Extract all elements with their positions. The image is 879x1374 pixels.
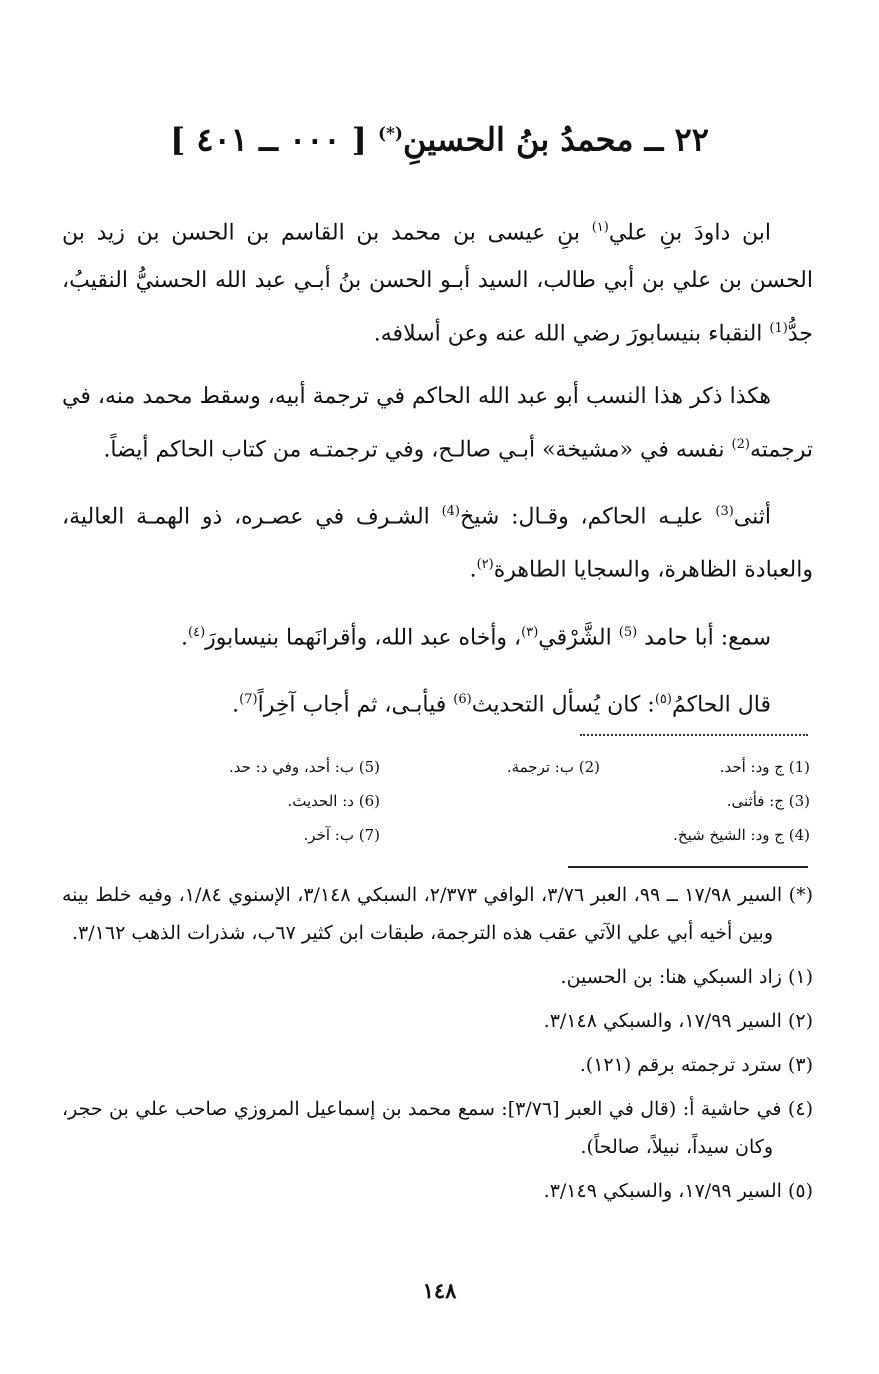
footnote-1: (١) زاد السبكي هنا: بن الحسين. <box>560 966 813 988</box>
note-ref: (٢) <box>476 557 494 573</box>
text-run: ، وأخاه عبد الله، وأقرانَهما بنيسابورَ <box>205 624 522 650</box>
text-run: عليـه الحاكم، وقـال: شيخ <box>460 504 716 530</box>
paragraph-teachers <box>62 609 813 662</box>
note-ref: (١) <box>591 220 609 235</box>
variant-note <box>380 820 600 850</box>
text-run: النقباء بنيسابورَ رضي الله عنه وعن أسلافه. <box>373 321 770 347</box>
note-ref: (1) <box>769 321 788 337</box>
note-ref: (5) <box>618 624 638 640</box>
entry-title <box>60 112 819 162</box>
text-run: نفسه في «مشيخة» أبـي صالـح، وفي ترجمتـه من كتاب الحاكم أيضاً. <box>103 436 732 462</box>
paragraph-source <box>62 373 813 474</box>
page-number: ١٤٨ <box>422 1278 457 1303</box>
text-run: . <box>181 624 189 650</box>
text-run: فيأبـى، ثم أجاب آخِراً <box>257 692 454 718</box>
footnote-3: (٣) سترد ترجمته برقم (١٢١). <box>579 1054 813 1076</box>
variant-note: (5) ب: أحد، وفي د: حد. <box>229 758 380 776</box>
footnote-4: (٤) في حاشية أ: (قال في العبر [٣/٧٦]: سمع محمد بن إسماعيل المروزي صاحب علي بن حجر، وكان سيداً، نبيلاً، صالحاً). <box>62 1098 813 1158</box>
text-run: قال الحاكمُ <box>671 692 771 718</box>
entry-dates: [ ٠٠٠ ــ ٤٠١ ] <box>170 120 367 159</box>
variant-note: (4) ج ود: الشيخ شيخ. <box>673 826 810 844</box>
footnote-star: (*) السير ١٧/٩٨ ــ ٩٩، العبر ٣/٧٦، الوافي ٢/٣٧٣، السبكي ٣/١٤٨، الإسنوي ١/٨٤، وفيه خلط بينه وبين أخيه أبي علي الآتي عقب هذه الترجمة، طبقات ابن كثير ٦٧ب، شذرات الذهب ٣/١٦٢. <box>62 884 813 944</box>
variant-note: (6) د: الحديث. <box>287 792 380 810</box>
note-ref: (4) <box>441 503 460 519</box>
text-run: . <box>469 557 477 583</box>
text-run: : كان يُسأل التحديث <box>471 692 655 718</box>
entry-body <box>62 204 813 743</box>
variant-note: (2) ب: ترجمة. <box>506 758 600 776</box>
paragraph-quote <box>62 676 813 729</box>
text-run: بنِ عيسى بن محمد بن القاسم بن الحسن بن زيد بن الحسن بن علي بن أبي طالب، السيد أبـو الحسن بنُ أبـي عبد الله الحسنيُّ النقيبُ، جدُّ <box>62 220 813 347</box>
note-ref: (٤) <box>188 624 206 640</box>
text-run: . <box>232 692 240 718</box>
star-note-ref: (*) <box>377 124 403 144</box>
dotted-divider <box>580 734 808 736</box>
note-ref: (6) <box>453 691 472 707</box>
paragraph-lineage <box>62 204 813 359</box>
title-dash: ــ <box>644 120 664 159</box>
note-ref: (3) <box>715 503 734 519</box>
note-ref: (2) <box>731 436 750 452</box>
footnote-divider <box>568 866 808 868</box>
variant-note: (1) ج ود: أحد. <box>719 758 810 776</box>
text-run: الشَّرْقي <box>538 624 619 650</box>
text-run: سمع: أبا حامد <box>637 624 771 650</box>
variant-note: (7) ب: آخر. <box>303 826 380 844</box>
manuscript-variants <box>180 752 810 850</box>
note-ref: (7) <box>239 691 258 707</box>
text-run: أثنى <box>733 504 772 530</box>
text-run: الشـرف في عصـره، ذو الهمـة العالية، والعبادة الظاهرة، والسجايا الطاهرة <box>62 504 813 583</box>
entry-number: ٢٢ <box>674 120 709 159</box>
footnote-5: (٥) السير ١٧/٩٩، والسبكي ٣/١٤٩. <box>543 1180 813 1202</box>
entry-name: محمدُ بنُ الحسينِ <box>402 120 634 159</box>
variant-note <box>380 786 600 816</box>
text-run: ابن داودَ بنِ علي <box>608 220 771 246</box>
footnotes <box>62 876 813 1216</box>
footnote-2: (٢) السير ١٧/٩٩، والسبكي ٣/١٤٨. <box>543 1010 813 1032</box>
note-ref: (٣) <box>521 624 539 640</box>
variant-note: (3) ج: فأثنى. <box>726 792 810 810</box>
text-run: هكذا ذكر هذا النسب أبو عبد الله الحاكم في ترجمة أبيه، وسقط محمد منه، في ترجمته <box>62 383 813 462</box>
note-ref: (٥) <box>654 691 672 707</box>
paragraph-praise <box>62 488 813 595</box>
